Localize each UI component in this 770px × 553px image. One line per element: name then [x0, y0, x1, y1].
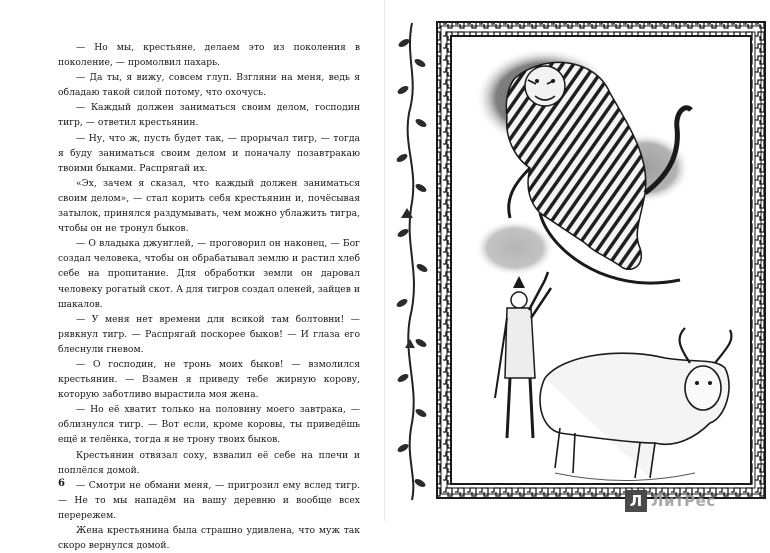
- paragraph: — Да ты, я вижу, совсем глуп. Взгляни на меня, ведь я обладаю такой силой потому, что охочусь.: [58, 72, 360, 99]
- litres-logo-text: ЛитРес: [651, 492, 716, 510]
- right-page: [385, 0, 770, 521]
- paragraph: — Но её хватит только на половину моего завтрака, — облизнулся тигр. — Вот если, кроме коровы, ты приведёшь ещё и телёнка, тогда я не трону твоих быков.: [58, 404, 360, 446]
- story-text: [58, 40, 360, 553]
- foliage-decoration: [395, 18, 429, 503]
- left-page: [0, 0, 385, 552]
- paragraph: Крестьянин отвязал соху, взвалил её себе на плечи и поплёлся домой.: [58, 449, 360, 476]
- tiger-illustration: [395, 18, 770, 503]
- paragraph: Жена крестьянина была страшно удивлена, что муж так скоро вернулся домой.: [58, 525, 360, 552]
- litres-logo-icon: Л: [625, 490, 647, 512]
- page-number: 6: [58, 478, 65, 489]
- paragraph: — О владыка джунглей, — проговорил он наконец, — Бог создал человека, чтобы он обрабатывал землю и растил хлеб себе на пропитание. Для обработки земли он даровал человеку рогатый скот. А для тигров создал оленей, зайцев и шакалов.: [58, 238, 360, 310]
- paragraph: — Смотри не обмани меня, — пригрозил ему вслед тигр. — Не то мы нападём на вашу деревню и вообще всех перережем.: [58, 479, 360, 521]
- paragraph: — У меня нет времени для всякой там болтовни! — рявкнул тигр. — Распрягай поскорее быков! — И глаза его блеснули гневом.: [58, 313, 360, 355]
- paragraph: — Каждый должен заниматься своим делом, господин тигр, — ответил крестьянин.: [58, 102, 360, 129]
- paragraph: — Но мы, крестьяне, делаем это из поколения в поколение, — промолвил пахарь.: [58, 42, 360, 69]
- litres-watermark: [625, 486, 755, 516]
- paragraph: «Эх, зачем я сказал, что каждый должен заниматься своим делом», — стал корить себя крестьянин и, почёсывая затылок, принялся раздумывать, чем можно ублажить тигра, чтобы он не тронул быков.: [58, 177, 360, 235]
- paragraph: — Ну, что ж, пусть будет так, — прорычал тигр, — тогда я буду заниматься своим делом и поначалу позавтракаю твоими быками. Распрягай их.: [58, 132, 360, 174]
- paragraph: — О господин, не тронь моих быков! — взмолился крестьянин. — Взамен я приведу тебе жирную корову, которую заботливо вырастила моя жена.: [58, 358, 360, 401]
